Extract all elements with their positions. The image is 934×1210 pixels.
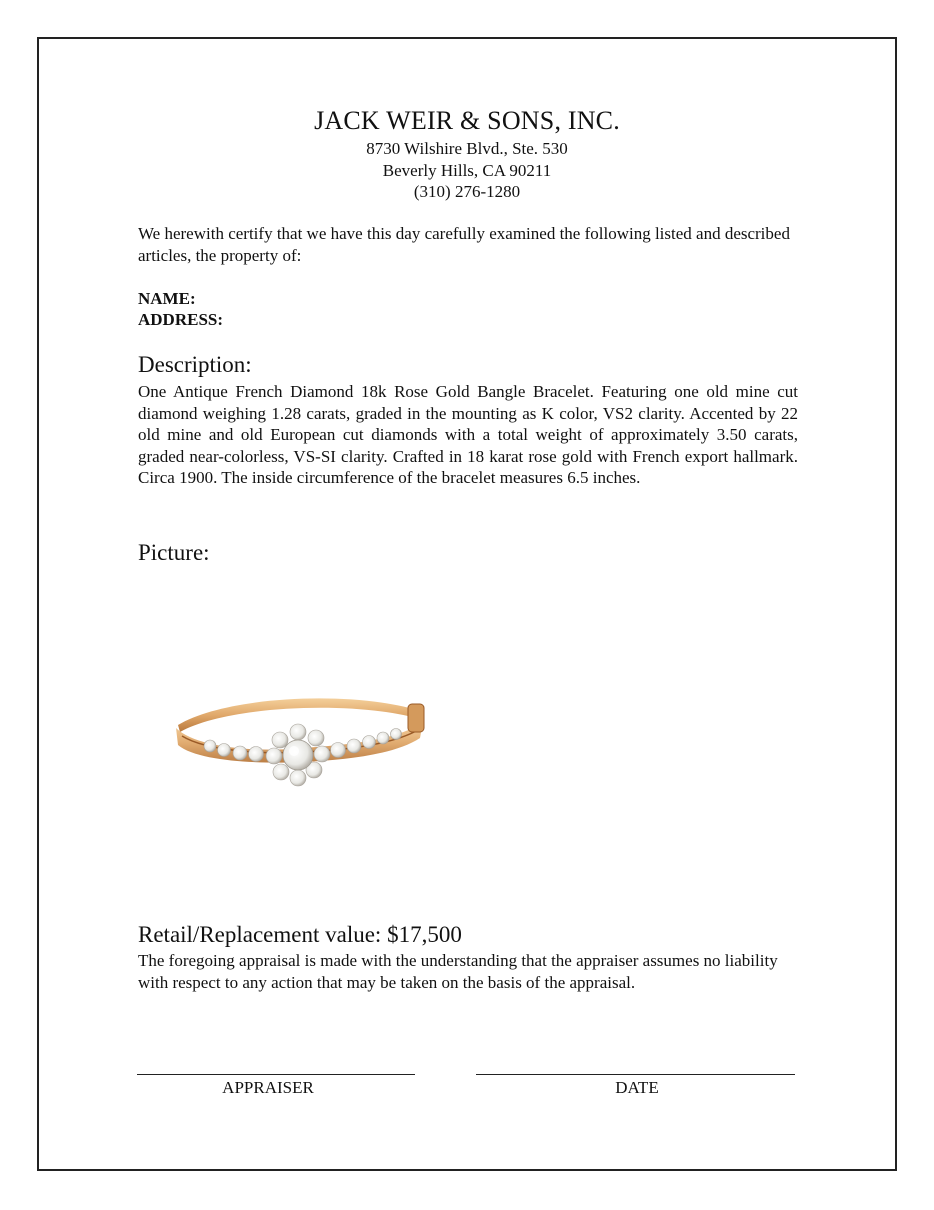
company-phone: (310) 276-1280 bbox=[413, 182, 521, 201]
bangle-bracelet-photo bbox=[168, 690, 438, 800]
picture-heading: Picture: bbox=[138, 540, 210, 565]
description-heading: Description: bbox=[138, 352, 252, 377]
retail-value-heading: Retail/Replacement value: $17,500 bbox=[138, 922, 462, 947]
description-body: One Antique French Diamond 18k Rose Gold Bangle Bracelet. Featuring one old mine cut diamond weighing 1.28 carats, graded in the mounting as K color, VS2 clarity. Accented by 22 old mine and old European cut diamonds with a total weight of approximately 3.50 carats, graded near-colorless, VS-SI clarity. Crafted in 18 karat rose gold with French export hallmark. Circa 1900. The inside circumference of the bracelet measures 6.5 inches. bbox=[138, 382, 798, 487]
name-field-label: NAME: bbox=[138, 289, 196, 308]
date-signature-line bbox=[476, 1074, 795, 1075]
company-city-state: Beverly Hills, CA 90211 bbox=[382, 161, 552, 180]
appraiser-label: APPRAISER bbox=[222, 1078, 314, 1097]
disclaimer-text: The foregoing appraisal is made with the understanding that the appraiser assumes no liability with respect to any action that may be taken on the basis of the appraisal. bbox=[138, 951, 778, 992]
document-border bbox=[37, 37, 897, 1171]
address-field-label: ADDRESS: bbox=[138, 310, 224, 329]
company-street-address: 8730 Wilshire Blvd., Ste. 530 bbox=[366, 139, 568, 158]
appraiser-signature-line bbox=[137, 1074, 415, 1075]
date-label: DATE bbox=[615, 1078, 659, 1097]
company-name: JACK WEIR & SONS, INC. bbox=[314, 106, 620, 135]
certification-intro: We herewith certify that we have this day carefully examined the following listed and described articles, the property of: bbox=[138, 224, 790, 265]
